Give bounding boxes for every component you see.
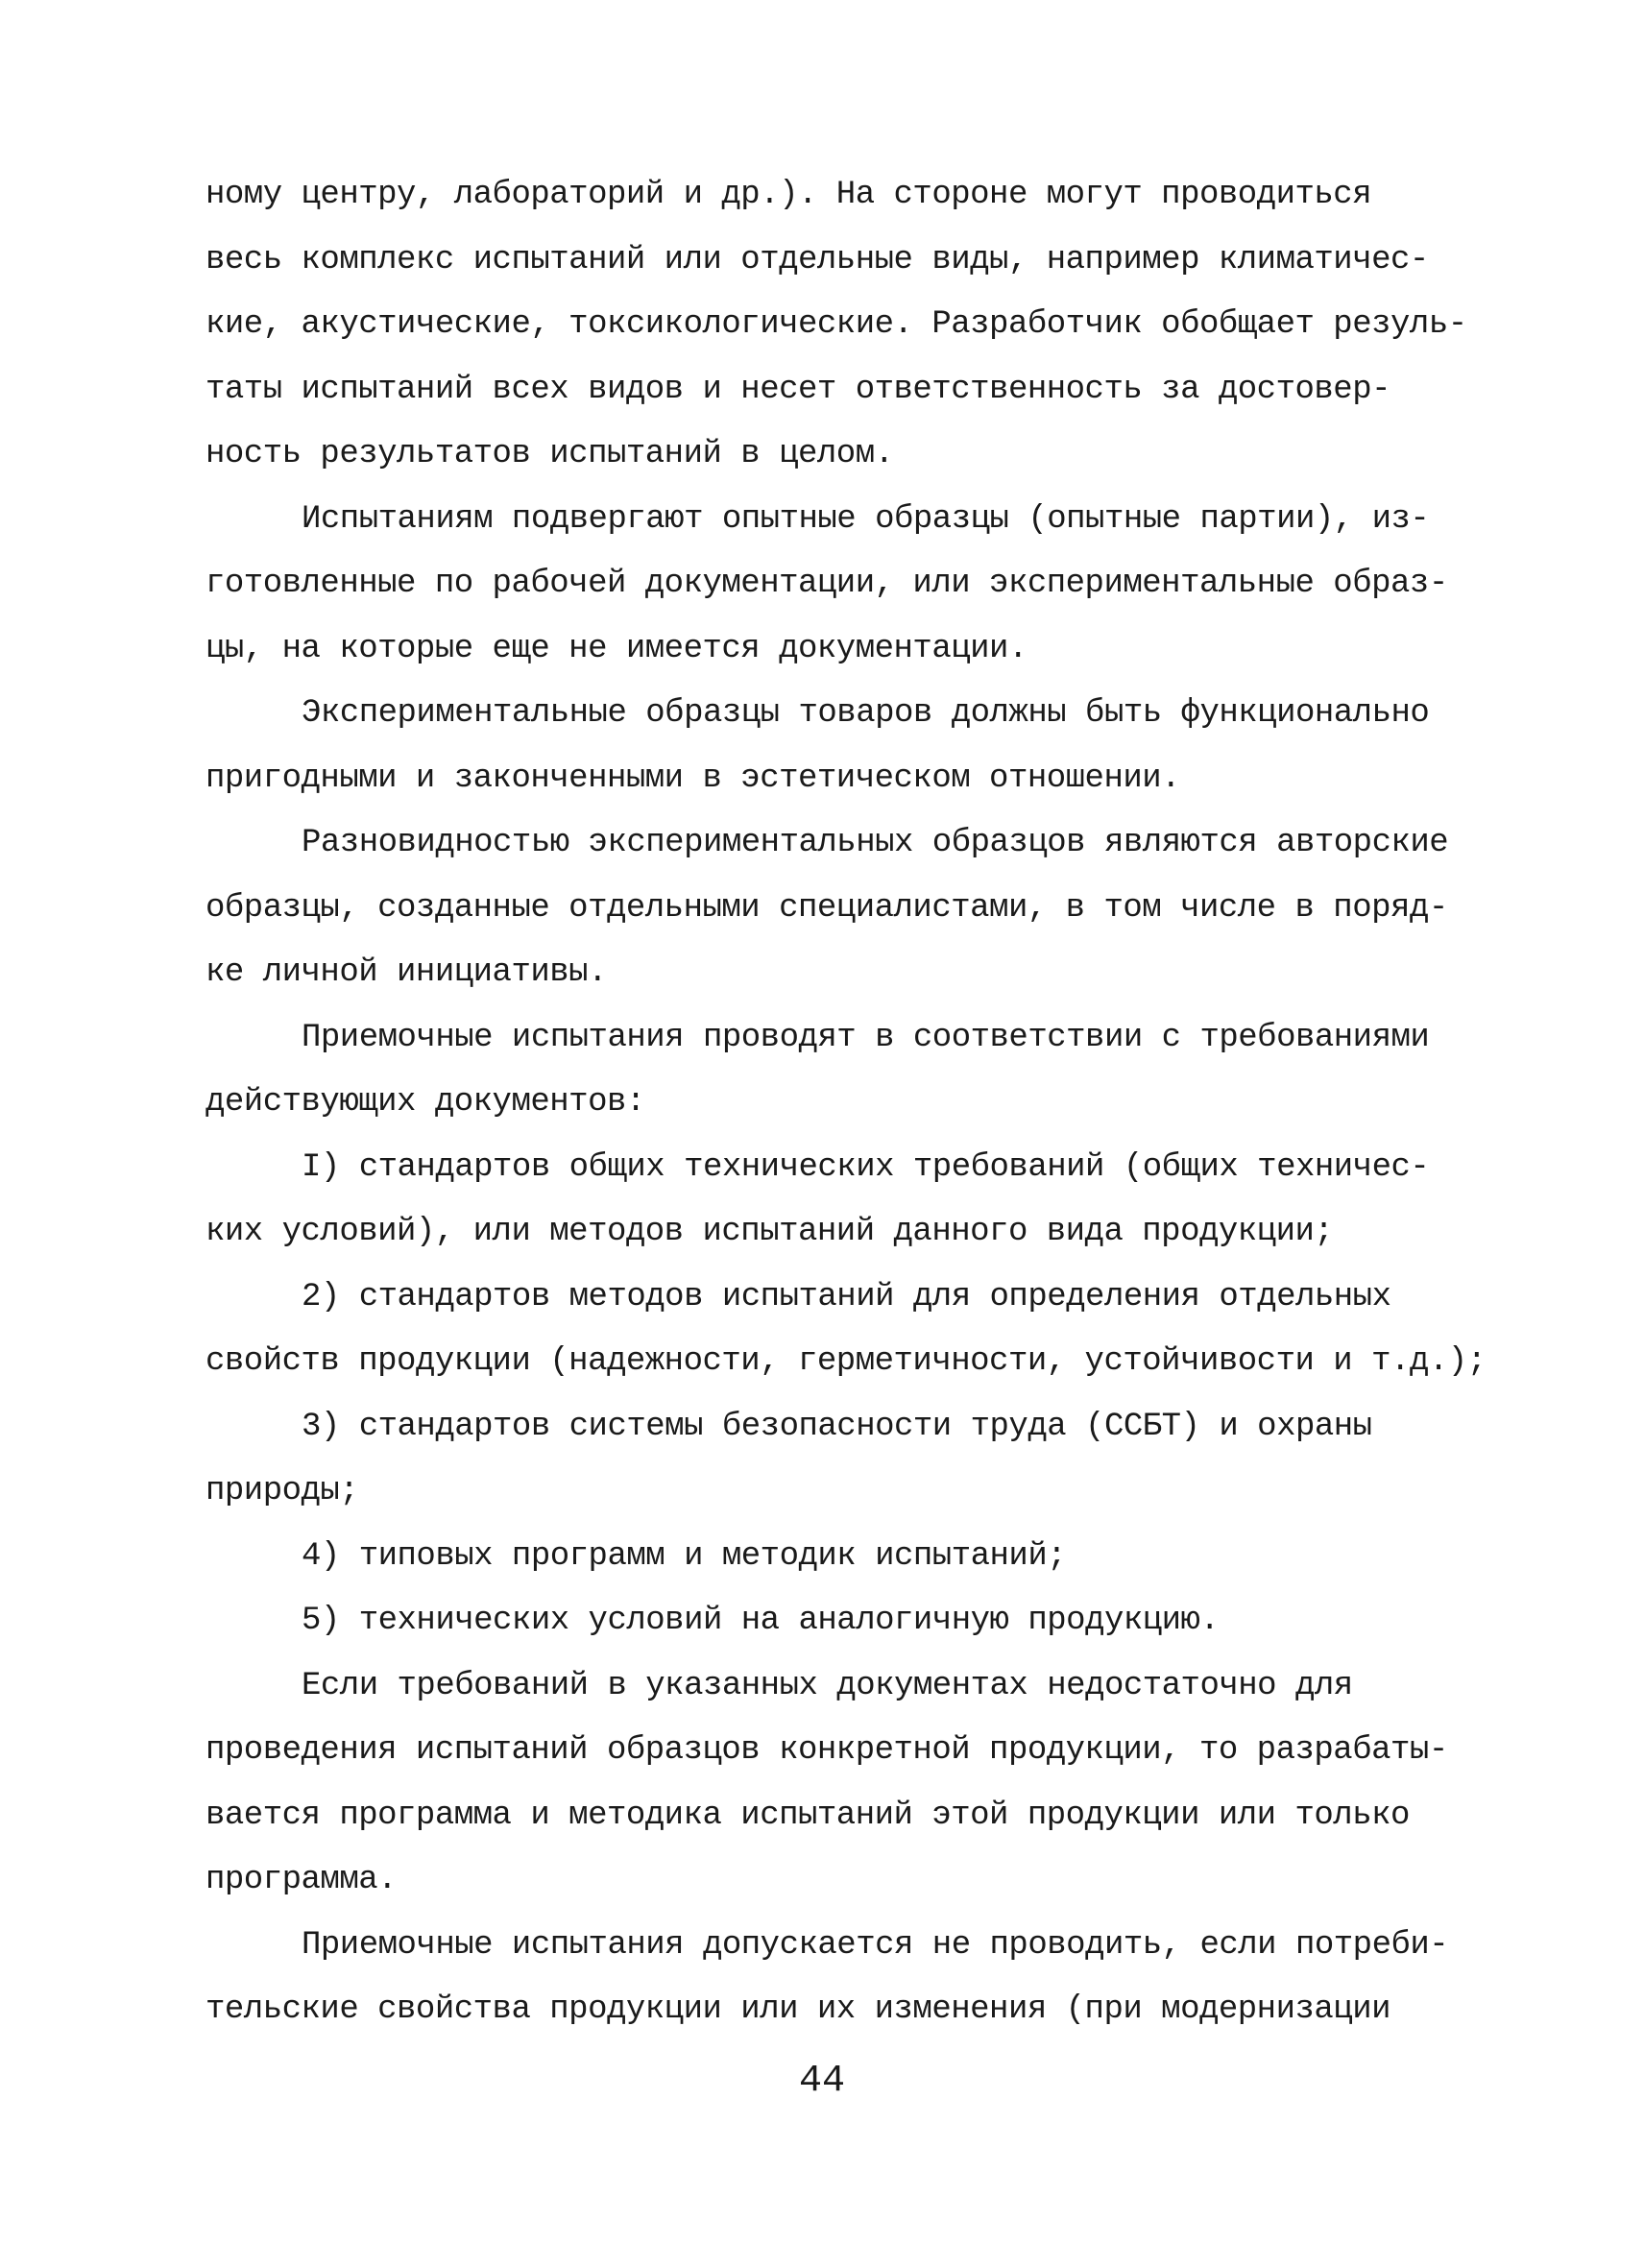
text-line: природы; xyxy=(206,1473,359,1509)
list-item-1: I) стандартов общих технических требований (общих техничес- xyxy=(302,1148,1430,1186)
text-line: действующих документов: xyxy=(206,1084,645,1121)
text-line: Приемочные испытания допускается не проводить, если потреби- xyxy=(302,1926,1449,1964)
text-line: Испытаниям подвергают опытные образцы (опытные партии), из- xyxy=(302,500,1430,538)
body-text xyxy=(206,163,1492,2043)
text-line: Приемочные испытания проводят в соответствии с требованиями xyxy=(302,1019,1430,1056)
text-line: программа. xyxy=(206,1862,398,1898)
text-line: таты испытаний всех видов и несет ответственность за достовер- xyxy=(206,371,1391,408)
text-line: вается программа и методика испытаний этой продукции или только xyxy=(206,1797,1410,1834)
text-line: цы, на которые еще не имеется документации. xyxy=(206,630,1028,667)
text-line: проведения испытаний образцов конкретной продукции, то разрабаты- xyxy=(206,1732,1448,1769)
text-line: ке личной инициативы. xyxy=(206,954,607,991)
text-line: весь комплекс испытаний или отдельные виды, например климатичес- xyxy=(206,241,1429,278)
text-line: Разновидностью экспериментальных образцов являются авторские xyxy=(302,825,1449,861)
text-line: ность результатов испытаний в целом. xyxy=(206,436,894,472)
text-line: ких условий), или методов испытаний данного вида продукции; xyxy=(206,1214,1334,1250)
text-line: кие, акустические, токсикологические. Разработчик обобщает резуль- xyxy=(206,306,1467,343)
text-line: Если требований в указанных документах недостаточно для xyxy=(302,1667,1353,1704)
page-number: 44 xyxy=(798,2060,845,2103)
text-line: пригодными и законченными в эстетическом отношении. xyxy=(206,760,1181,797)
text-line: ному центру, лабораторий и др.). На стороне могут проводиться xyxy=(206,177,1372,213)
text-line: образцы, созданные отдельными специалистами, в том числе в поряд- xyxy=(206,889,1448,927)
list-item-2: 2) стандартов методов испытаний для определения отдельных xyxy=(302,1278,1391,1315)
text-line: Экспериментальные образцы товаров должны быть функционально xyxy=(302,695,1430,732)
list-item-3: 3) стандартов системы безопасности труда (ССБТ) и охраны xyxy=(302,1408,1372,1445)
list-item-4: 4) типовых программ и методик испытаний; xyxy=(302,1537,1067,1575)
list-item-5: 5) технических условий на аналогичную продукцию. xyxy=(302,1603,1220,1639)
text-line: свойств продукции (надежности, герметичности, устойчивости и т.д.); xyxy=(206,1343,1487,1380)
text-line: готовленные по рабочей документации, или экспериментальные образ- xyxy=(206,566,1448,602)
text-line: тельские свойства продукции или их изменения (при модернизации xyxy=(206,1991,1391,2028)
